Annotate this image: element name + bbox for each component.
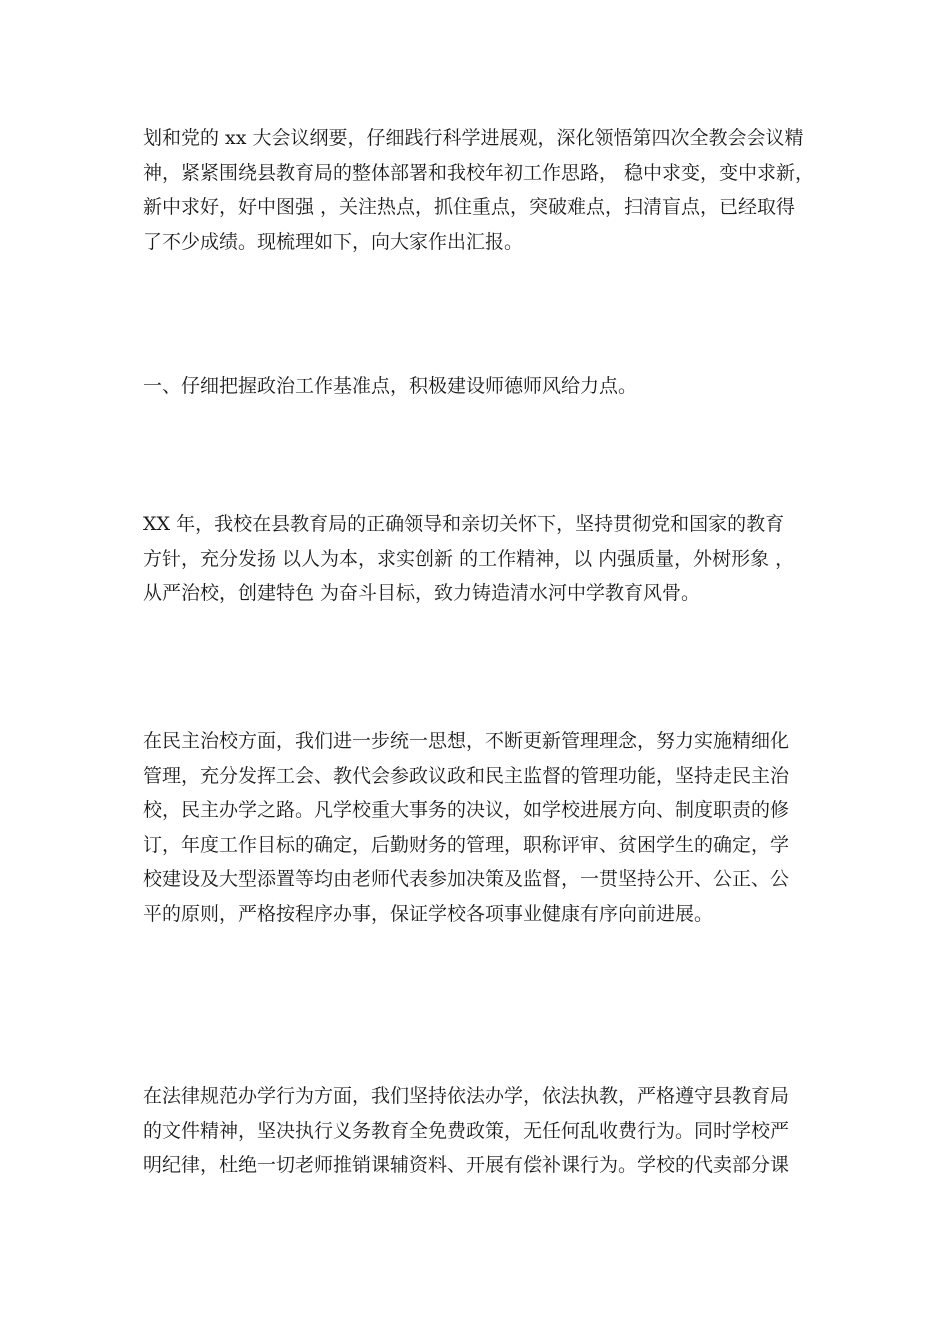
text-line: 新中求好，好中图强 ，关注热点，抓住重点，突破难点，扫清盲点，已经取得 bbox=[143, 196, 796, 218]
text-line: 的文件精神，坚决执行义务教育全免费政策，无任何乱收费行为。同时学校严 bbox=[143, 1119, 790, 1142]
text-line: 在民主治校方面，我们进一步统一思想，不断更新管理理念，努力实施精细化 bbox=[143, 730, 790, 752]
text-line: 平的原则，严格按程序办事，保证学校各项事业健康有序向前进展。 bbox=[143, 902, 714, 925]
text-line: 校，民主办学之路。凡学校重大事务的决议，如学校进展方向、制度职责的修 bbox=[143, 799, 790, 821]
text-line: XX 年，我校在县教育局的正确领导和亲切关怀下，坚持贯彻党和国家的教育 bbox=[143, 513, 785, 535]
intro-paragraph bbox=[143, 121, 823, 259]
text-line: 明纪律，杜绝一切老师推销课辅资料、开展有偿补课行为。学校的代卖部分课 bbox=[143, 1154, 790, 1176]
text-line: 了不少成绩。现梳理如下，向大家作出汇报。 bbox=[143, 230, 524, 253]
section-heading bbox=[143, 369, 823, 404]
text-line: 管理，充分发挥工会、教代会参政议政和民主监督的管理功能，坚持走民主治 bbox=[143, 764, 790, 787]
heading-text: 一、仔细把握政治工作基准点，积极建设师德师风给力点。 bbox=[143, 375, 638, 397]
body-paragraph bbox=[143, 724, 823, 931]
text-line: 神，紧紧围绕县教育局的整体部署和我校年初工作思路， 稳中求变，变中求新， bbox=[143, 161, 815, 184]
text-line: 校建设及大型添置等均由老师代表参加决策及监督，一贯坚持公开、公正、公 bbox=[143, 868, 790, 890]
body-paragraph bbox=[143, 507, 823, 611]
text-line: 在法律规范办学行为方面，我们坚持依法办学，依法执教，严格遵守县教育局 bbox=[143, 1085, 790, 1107]
text-line: 方针，充分发扬 以人为本，求实创新 的工作精神，以 内强质量，外树形象 ， bbox=[143, 547, 795, 570]
text-line: 从严治校，创建特色 为奋斗目标，致力铸造清水河中学教育风骨。 bbox=[143, 582, 701, 604]
text-line: 订，年度工作目标的确定，后勤财务的管理，职称评审、贫困学生的确定，学 bbox=[143, 833, 790, 856]
text-line: 划和党的 xx 大会议纲要，仔细践行科学进展观，深化领悟第四次全教会会议精 bbox=[143, 127, 804, 149]
body-paragraph bbox=[143, 1079, 823, 1183]
